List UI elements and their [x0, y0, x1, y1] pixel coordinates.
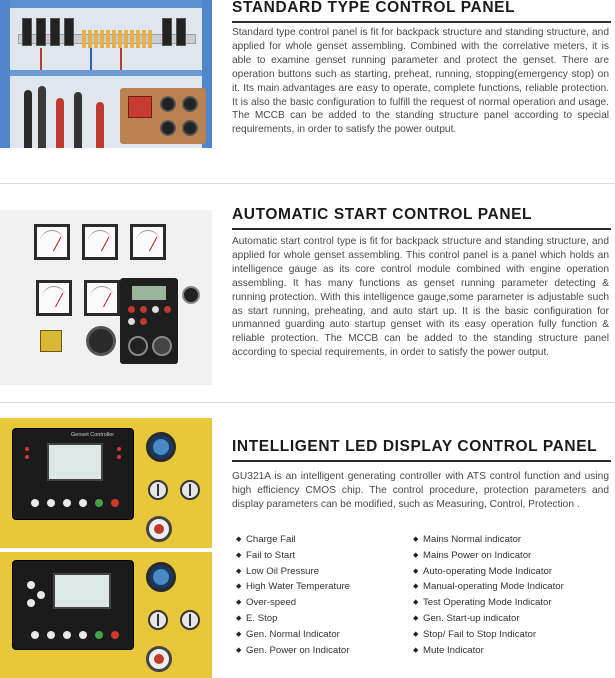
- list-item: ◆ Low Oil Pressure: [236, 565, 320, 577]
- automatic-panel-photo: [0, 210, 212, 385]
- controller-photo-top: Genset Controller: [0, 418, 212, 548]
- list-item: ◆ Over-speed: [236, 597, 297, 609]
- list-item: ◆ Mute Indicator: [413, 644, 484, 656]
- section-title: STANDARD TYPE CONTROL PANEL: [232, 0, 516, 16]
- section-divider: [0, 402, 615, 403]
- list-item: ◆ Auto-operating Mode Indicator: [413, 565, 553, 577]
- list-item: ◆ E. Stop: [236, 612, 278, 624]
- feature-list-right: [413, 532, 564, 658]
- controller-photo-bottom: [0, 552, 212, 678]
- list-item: ◆ Gen. Power on Indicator: [236, 644, 350, 656]
- list-item: ◆ Gen. Normal Indicator: [236, 628, 340, 640]
- list-item: ◆ Test Operating Mode Indicator: [413, 597, 552, 609]
- section-description: GU321A is an intelligent generating controller with ATS control function and using high efficiency CMOS chip. The control procedure, protection parameters and display parameters can be modified, such as Measuring, Control, Protection .: [232, 471, 609, 510]
- intelligent-panel-section: [0, 418, 615, 678]
- section-divider: [0, 183, 615, 184]
- section-title: INTELLIGENT LED DISPLAY CONTROL PANEL: [232, 438, 598, 455]
- list-item: ◆ Charge Fail: [236, 534, 296, 545]
- list-item: ◆ High Water Temperature: [236, 581, 350, 593]
- standard-panel-section: [0, 0, 615, 170]
- list-item: ◆ Manual-operating Mode Indicator: [413, 581, 564, 593]
- section-title: AUTOMATIC START CONTROL PANEL: [232, 206, 533, 223]
- list-item: ◆ Mains Power on Indicator: [413, 549, 532, 561]
- list-item: ◆ Fail to Start: [236, 549, 296, 561]
- list-item: ◆ Gen. Start-up indicator: [413, 612, 520, 624]
- standard-panel-photo: [0, 0, 212, 148]
- list-item: ◆ Mains Normal indicator: [413, 534, 522, 545]
- feature-list-left: [236, 532, 350, 658]
- list-item: ◆ Stop/ Fail to Stop Indicator: [413, 628, 537, 640]
- section-description: Automatic start control type is fit for backpack structure and standing structure, and applied for whole genset assembling. This control panel is a panel which holds an intelligence gauge as its core control module combined with engine operation assembling. It has many functions as genset running parameter detecting & running protection. With this intelligence gauge,some parameter is adjustable such as start running, preheating, and auto start up. It is the basic configuration for unmanned guarding auto startup genset with its easy operation fully function & reliable protection. The MCCB can be added to the standing structure panel according to special requirements, in order to satisfy the power output.: [232, 236, 609, 359]
- section-description: Standard type control panel is fit for backpack structure and standing structure, and applied for whole genset assembling. Combined with the correlative meters, it is able to examine genset running parameter and protect the genset. There are operation buttons such as starting, preheat, running, stopping(emergency stop) on it. Its main advantages are easy to operate, complete functions, reliable protection. It is also the basic configuration to fulfill the request of normal operation and usage. The MCCB can be added to the standing structure panel according to special requirements, in order to satisfy the power output.: [232, 27, 609, 136]
- automatic-panel-section: [0, 200, 615, 390]
